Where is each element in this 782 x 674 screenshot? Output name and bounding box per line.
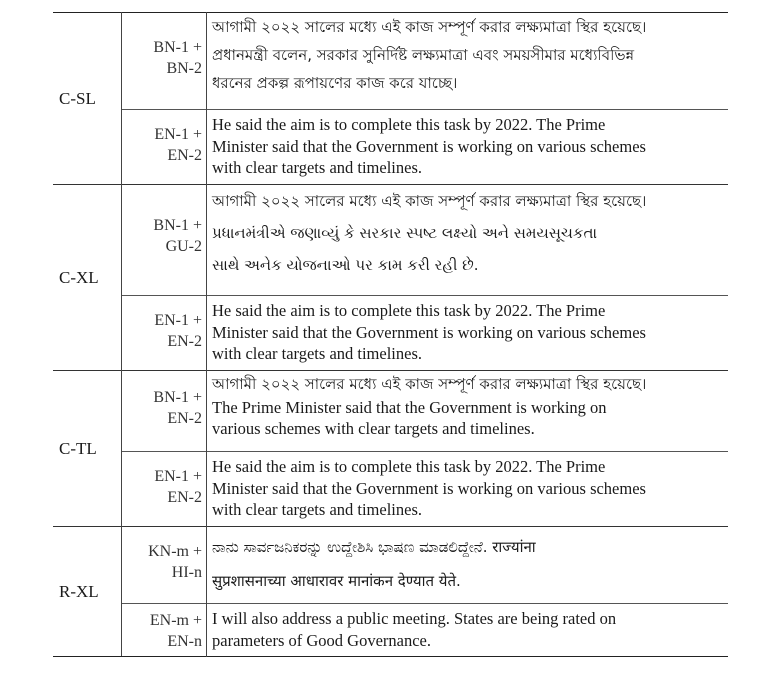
example-text: He said the aim is to complete this task by 2022. The Prime Minister said that the Government is working on various schemes with clear targets and timelines. <box>207 296 729 371</box>
condition-label: C-TL <box>53 371 122 527</box>
language-pair: EN-1 + EN-2 <box>122 296 207 371</box>
example-text: I will also address a public meeting. States are being rated on parameters of Good Governance. <box>207 604 729 657</box>
condition-label: R-XL <box>53 527 122 657</box>
language-pair: EN-1 + EN-2 <box>122 110 207 185</box>
example-text: আগামী ২০২২ সালের মধ্যে এই কাজ সম্পূর্ণ করার লক্ষ্যমাত্রা স্থির হয়েছে। The Prime Minister said that the Government is working on various schemes with clear targets and timelines. <box>212 375 647 438</box>
table-row <box>53 13 728 110</box>
example-text: আগামী ২০২২ সালের মধ্যে এই কাজ সম্পূর্ণ করার লক্ষ্যমাত্রা স্থির হয়েছে। પ્રધાનમંત્રીએ જણાવ્યું કે સરકાર સ્પષ્ટ લક્ષ્યો અને સમયસૂચકતા સાથે અનેક યોજનાઓ પર કામ કરી રહી છે. <box>212 192 647 274</box>
table-row <box>53 604 728 657</box>
table-row <box>53 527 728 604</box>
table-row <box>53 452 728 527</box>
language-pair: BN-1 + GU-2 <box>122 185 207 296</box>
table-row <box>53 371 728 452</box>
table-row <box>53 110 728 185</box>
language-pair: EN-1 + EN-2 <box>122 452 207 527</box>
language-pair: BN-1 + EN-2 <box>122 371 207 452</box>
language-pair: BN-1 + BN-2 <box>122 13 207 110</box>
condition-label: C-SL <box>53 13 122 185</box>
table-row <box>53 185 728 296</box>
example-text: He said the aim is to complete this task by 2022. The Prime Minister said that the Government is working on various schemes with clear targets and timelines. <box>207 452 729 527</box>
example-text: আগামী ২০২২ সালের মধ্যে এই কাজ সম্পূর্ণ করার লক্ষ্যমাত্রা স্থির হয়েছে। প্রধানমন্ত্রী বলেন, সরকার সুনির্দিষ্ট লক্ষ্যমাত্রা এবং সময়সীমার মধ্যেবিভিন্ন ধরনের প্রকল্প রূপায়ণের কাজ করে যাচ্ছে। <box>212 18 647 92</box>
alignment-examples-table <box>53 12 728 657</box>
example-text: ನಾನು ಸಾರ್ವಜನಿಕರನ್ನು ಉದ್ದೇಶಿಸಿ ಭಾಷಣ ಮಾಡಲಿದ್ದೇನೆ. राज्यांना सुप्रशासनाच्या आधारावर मानांकन देण्यात येते. <box>212 538 536 590</box>
condition-label: C-XL <box>53 185 122 371</box>
language-pair: KN-m + HI-n <box>122 527 207 604</box>
table-row <box>53 296 728 371</box>
language-pair: EN-m + EN-n <box>122 604 207 657</box>
example-text: He said the aim is to complete this task by 2022. The Prime Minister said that the Government is working on various schemes with clear targets and timelines. <box>207 110 729 185</box>
